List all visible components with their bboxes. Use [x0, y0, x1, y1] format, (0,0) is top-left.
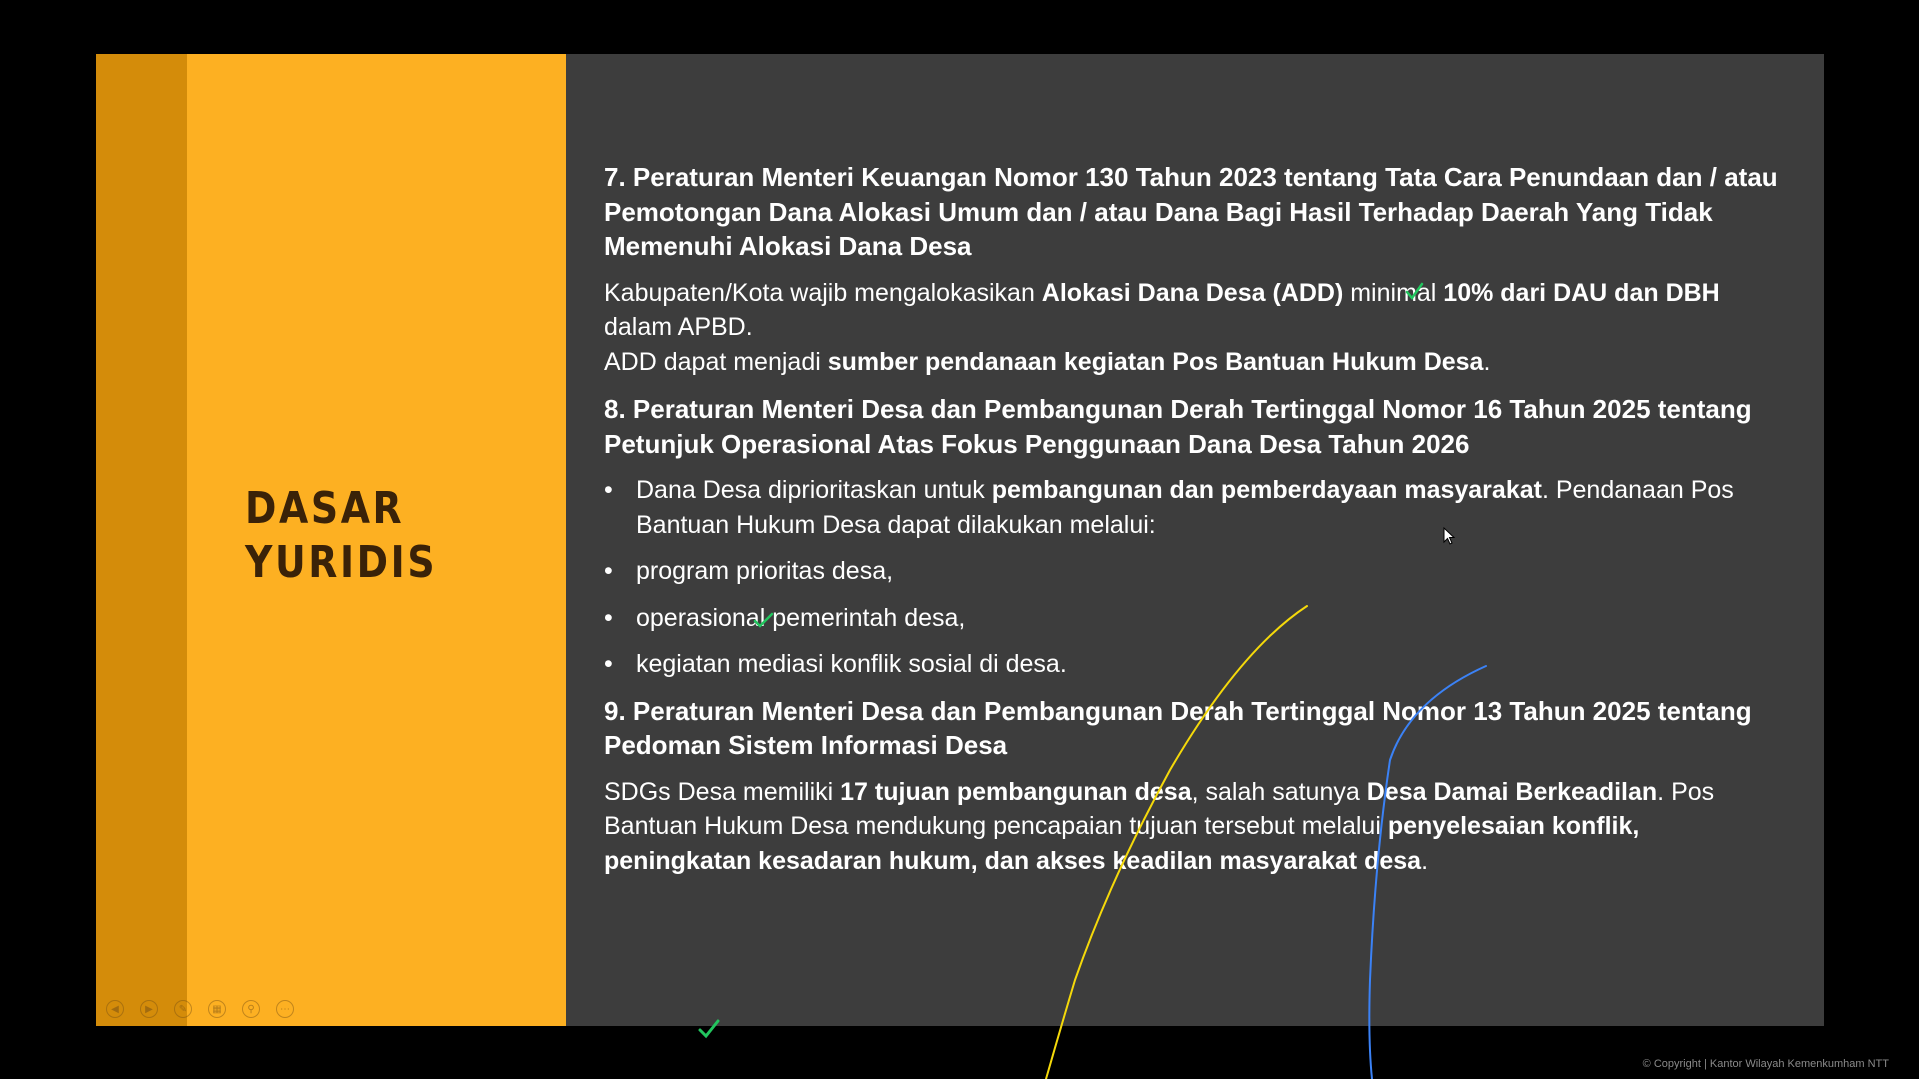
- grid-icon[interactable]: ▦: [208, 1000, 226, 1018]
- text-run: Dana Desa diprioritaskan untuk: [636, 476, 992, 504]
- item-9-paragraph: [604, 775, 1790, 879]
- slide-title-line-1: DASAR: [245, 483, 405, 534]
- slide-content: [604, 160, 1790, 878]
- slide-stripe-dark: [96, 54, 187, 1026]
- text-run-bold: pembangunan dan pemberdayaan masyarakat: [991, 476, 1542, 504]
- text-run-bold: sumber pendanaan kegiatan Pos Bantuan Hukum Desa: [827, 347, 1484, 376]
- item-7-paragraph-1: [604, 276, 1790, 345]
- text-run: . Pos Bantuan Hukum Desa mendukung pencapaian tujuan tersebut melalui: [604, 777, 1715, 840]
- copyright-text: © Copyright | Kantor Wilayah Kemenkumham NTT: [1642, 1058, 1889, 1070]
- mouse-cursor-icon: [1443, 527, 1457, 547]
- text-run-bold: Alokasi Dana Desa (ADD): [1041, 278, 1344, 307]
- presentation-slide: [96, 54, 1824, 1026]
- text-run: .: [1421, 846, 1429, 875]
- slide-section-title: [245, 482, 437, 590]
- zoom-icon[interactable]: ⚲: [242, 1000, 260, 1018]
- list-item: • kegiatan mediasi konflik sosial di desa.: [604, 647, 1790, 682]
- item-8-list: [604, 473, 1790, 682]
- next-icon[interactable]: ▶: [140, 1000, 158, 1018]
- text-run-bold: Desa Damai Berkeadilan: [1366, 777, 1658, 806]
- text-run: ADD dapat menjadi: [604, 347, 828, 376]
- more-icon[interactable]: ⋯: [276, 1000, 294, 1018]
- prev-icon[interactable]: ◀: [106, 1000, 124, 1018]
- text-run: . Pendanaan Pos Bantuan Hukum Desa dapat dilakukan melalui:: [636, 476, 1734, 539]
- item-7-paragraph-2: [604, 345, 1790, 380]
- text-run-bold: 17 tujuan pembangunan desa: [840, 777, 1192, 806]
- text-run: .: [1483, 347, 1491, 376]
- list-item: • program prioritas desa,: [604, 554, 1790, 589]
- text-run: minimal: [1343, 278, 1444, 307]
- item-8-heading: 8. Peraturan Menteri Desa dan Pembangunan Derah Tertinggal Nomor 16 Tahun 2025 tentang Petunjuk Operasional Atas Fokus Penggunaan Dana Desa Tahun 2026: [604, 394, 1752, 459]
- text-run: SDGs Desa memiliki: [604, 777, 841, 806]
- text-run-bold: 10% dari DAU dan DBH: [1443, 278, 1720, 307]
- text-run: Kabupaten/Kota wajib mengalokasikan: [604, 278, 1042, 307]
- pen-icon[interactable]: ✎: [174, 1000, 192, 1018]
- slideshow-controls: [106, 1000, 294, 1018]
- item-7-heading: 7. Peraturan Menteri Keuangan Nomor 130 Tahun 2023 tentang Tata Cara Penundaan dan / atau Pemotongan Dana Alokasi Umum dan / atau Dana Bagi Hasil Terhadap Daerah Yang Tidak Memenuhi Alokasi Dana Desa: [604, 162, 1778, 261]
- text-run: , salah satunya: [1191, 777, 1367, 806]
- list-item: • operasional pemerintah desa,: [604, 601, 1790, 636]
- slide-title-line-2: YURIDIS: [245, 537, 438, 588]
- text-run: dalam APBD.: [604, 313, 753, 341]
- text-run-bold: penyelesaian konflik, peningkatan kesadaran hukum, dan akses keadilan masyarakat desa: [604, 812, 1640, 875]
- list-item: [604, 473, 1790, 542]
- item-9-heading: 9. Peraturan Menteri Desa dan Pembangunan Derah Tertinggal Nomor 13 Tahun 2025 tentang Pedoman Sistem Informasi Desa: [604, 695, 1752, 760]
